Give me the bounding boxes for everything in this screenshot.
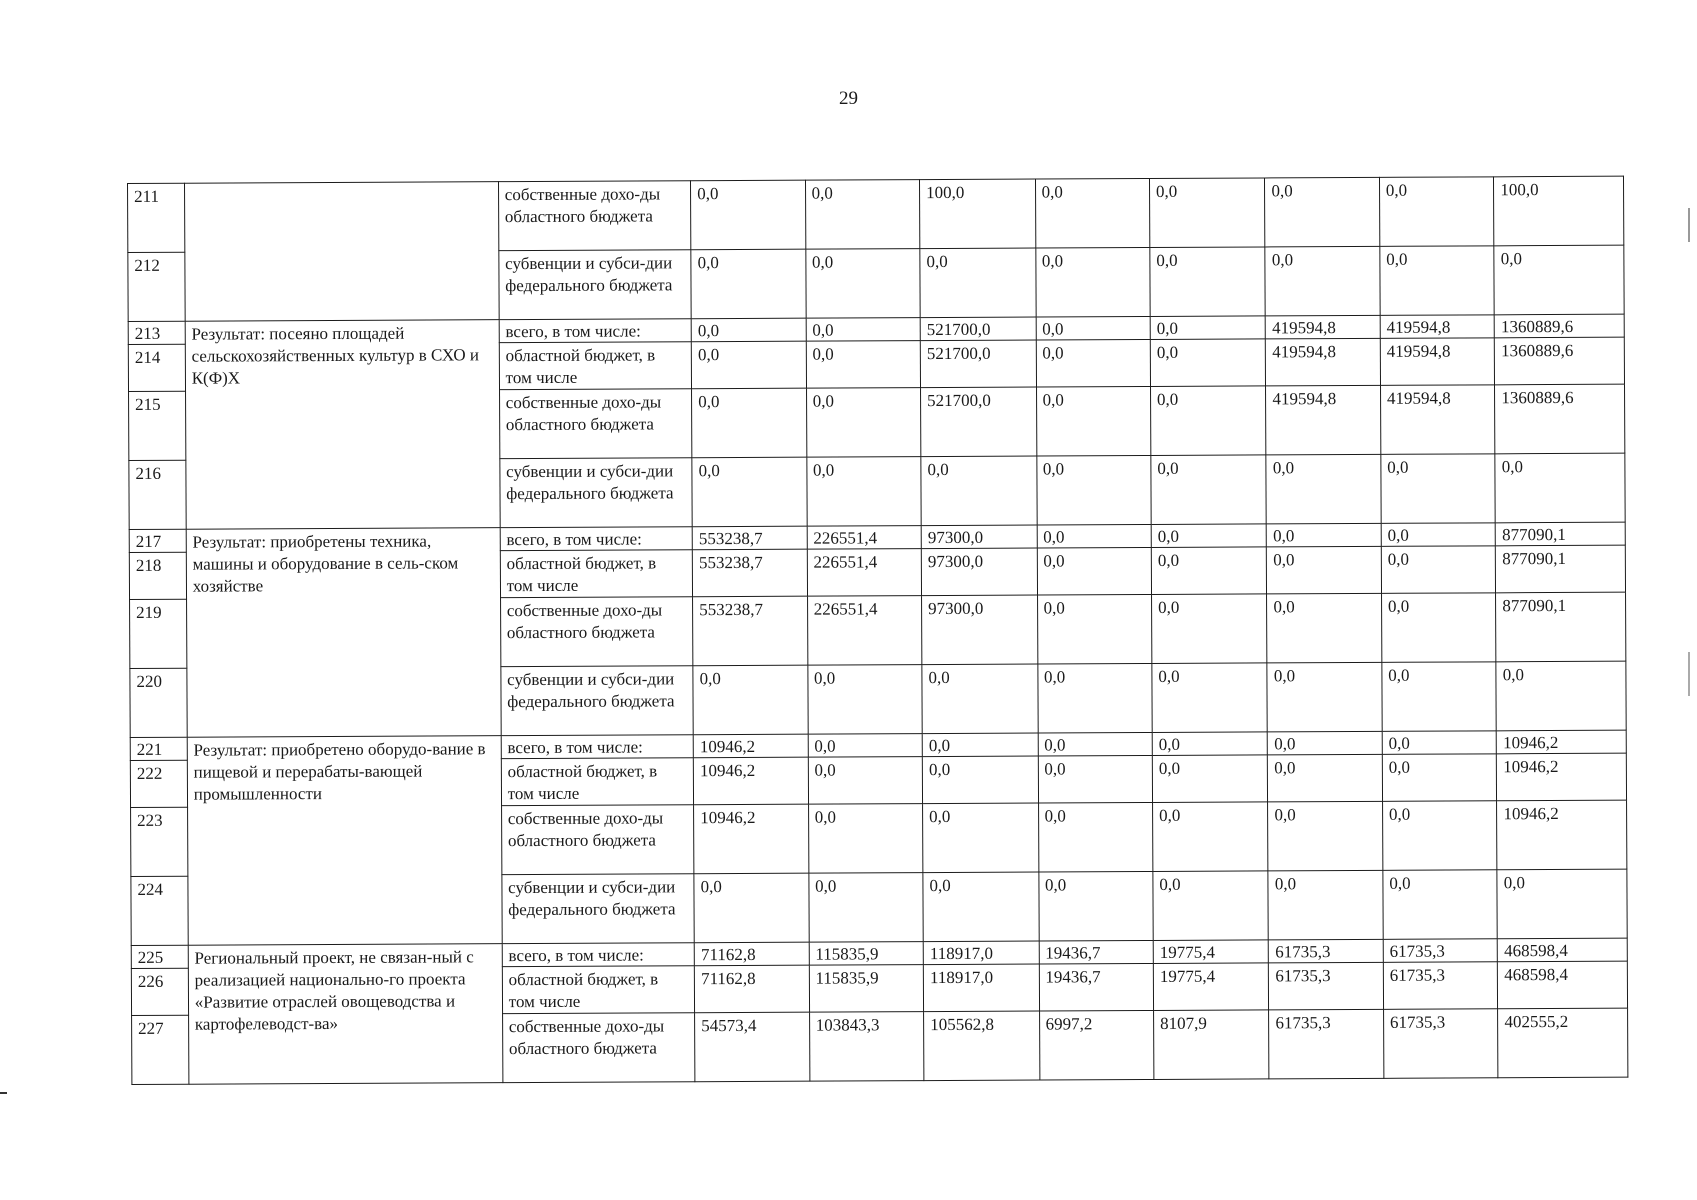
row-number: 222	[130, 760, 187, 807]
amount-cell: 118917,0	[923, 964, 1039, 1012]
funding-source: собственные дохо-ды областного бюджета	[498, 181, 691, 251]
amount-cell: 0,0	[1035, 179, 1150, 249]
amount-cell: 0,0	[1497, 869, 1627, 939]
budget-table-sheet	[127, 176, 1628, 1085]
amount-cell: 54573,4	[695, 1012, 810, 1082]
amount-cell: 0,0	[1038, 732, 1153, 756]
row-number: 224	[131, 876, 188, 945]
row-number: 220	[130, 668, 187, 737]
row-number: 226	[131, 968, 188, 1015]
funding-source: областной бюджет, в том числе	[502, 966, 695, 1014]
amount-cell: 100,0	[920, 179, 1036, 249]
amount-cell: 0,0	[1150, 339, 1266, 387]
amount-cell: 61735,3	[1269, 1009, 1384, 1079]
amount-cell: 0,0	[1380, 246, 1495, 316]
amount-cell: 10946,2	[1497, 730, 1627, 754]
amount-cell: 0,0	[691, 318, 806, 342]
amount-cell: 0,0	[1265, 246, 1380, 316]
row-number: 227	[132, 1015, 189, 1084]
amount-cell: 71162,8	[694, 965, 809, 1013]
amount-cell: 468598,4	[1498, 961, 1628, 1009]
amount-cell: 0,0	[1151, 594, 1267, 664]
amount-cell: 0,0	[1267, 523, 1382, 547]
amount-cell: 0,0	[1268, 801, 1383, 871]
funding-source: субвенции и субси-дии федерального бюджета	[502, 874, 695, 944]
amount-cell: 877090,1	[1495, 522, 1625, 546]
row-number: 216	[129, 460, 186, 529]
amount-cell: 0,0	[1150, 247, 1266, 317]
amount-cell: 0,0	[1266, 454, 1381, 524]
amount-cell: 1360889,6	[1494, 314, 1624, 338]
amount-cell: 0,0	[1037, 594, 1152, 664]
funding-source: областной бюджет, в том числе	[500, 550, 693, 598]
amount-cell: 0,0	[1381, 593, 1496, 663]
amount-cell: 105562,8	[924, 1011, 1040, 1081]
row-number: 217	[129, 529, 186, 552]
amount-cell: 19436,7	[1039, 963, 1154, 1011]
amount-cell: 0,0	[1381, 454, 1496, 524]
funding-source: собственные дохо-ды областного бюджета	[500, 597, 693, 667]
funding-source: всего, в том числе:	[501, 735, 694, 759]
amount-cell: 0,0	[1152, 663, 1268, 733]
amount-cell: 0,0	[920, 248, 1036, 318]
row-number: 219	[130, 599, 187, 668]
row-number: 223	[131, 807, 188, 876]
amount-cell: 103843,3	[809, 1012, 924, 1082]
amount-cell: 0,0	[1495, 453, 1625, 523]
amount-cell: 0,0	[1494, 245, 1624, 315]
row-number: 218	[129, 552, 186, 599]
amount-cell: 61735,3	[1269, 962, 1384, 1010]
amount-cell: 0,0	[922, 664, 1038, 734]
amount-cell: 419594,8	[1266, 385, 1381, 455]
amount-cell: 61735,3	[1383, 962, 1498, 1010]
amount-cell: 0,0	[1151, 547, 1267, 595]
funding-source: субвенции и субси-дии федерального бюджета	[500, 458, 693, 528]
amount-cell: 0,0	[1153, 871, 1269, 941]
amount-cell: 0,0	[1496, 661, 1626, 731]
amount-cell: 419594,8	[1380, 315, 1495, 339]
amount-cell: 0,0	[1379, 177, 1494, 247]
row-number: 211	[128, 183, 185, 252]
funding-source: всего, в том числе:	[500, 527, 693, 551]
amount-cell: 0,0	[807, 665, 922, 735]
amount-cell: 0,0	[1036, 456, 1151, 526]
scan-edge-mark	[1688, 208, 1690, 242]
amount-cell: 0,0	[1150, 386, 1266, 456]
amount-cell: 10946,2	[1497, 800, 1627, 870]
amount-cell: 61735,3	[1269, 939, 1384, 963]
amount-cell: 1360889,6	[1495, 384, 1625, 454]
amount-cell: 0,0	[1152, 755, 1268, 803]
amount-cell: 0,0	[806, 318, 921, 342]
amount-cell: 226551,4	[807, 596, 922, 666]
amount-cell: 0,0	[1038, 871, 1153, 941]
amount-cell: 0,0	[691, 180, 806, 250]
amount-cell: 0,0	[1382, 731, 1497, 755]
amount-cell: 0,0	[1381, 523, 1496, 547]
row-number: 214	[128, 344, 185, 391]
amount-cell: 118917,0	[923, 941, 1039, 965]
amount-cell: 419594,8	[1380, 338, 1495, 386]
scan-edge-mark	[1688, 652, 1690, 696]
amount-cell: 19436,7	[1039, 940, 1154, 964]
amount-cell: 0,0	[808, 873, 923, 943]
amount-cell: 402555,2	[1498, 1008, 1628, 1078]
amount-cell: 0,0	[1152, 732, 1268, 756]
amount-cell: 0,0	[1036, 317, 1151, 341]
amount-cell: 0,0	[1035, 248, 1150, 318]
amount-cell: 0,0	[694, 873, 809, 943]
funding-source: всего, в том числе:	[502, 943, 695, 967]
amount-cell: 0,0	[691, 341, 806, 389]
amount-cell: 0,0	[805, 180, 920, 250]
amount-cell: 0,0	[1382, 801, 1497, 871]
amount-cell: 19775,4	[1153, 940, 1269, 964]
amount-cell: 419594,8	[1266, 338, 1381, 386]
row-number: 225	[131, 945, 188, 968]
amount-cell: 0,0	[805, 249, 920, 319]
amount-cell: 419594,8	[1266, 315, 1381, 339]
amount-cell: 115835,9	[809, 965, 924, 1013]
amount-cell: 468598,4	[1498, 938, 1628, 962]
amount-cell: 0,0	[1265, 177, 1380, 247]
amount-cell: 0,0	[1036, 387, 1151, 457]
funding-source: субвенции и субси-дии федерального бюджета	[501, 666, 694, 736]
amount-cell: 115835,9	[809, 942, 924, 966]
amount-cell: 71162,8	[694, 942, 809, 966]
row-number: 212	[128, 252, 185, 321]
result-description: Региональный проект, не связан-ный с реализацией национально-го проекта «Развитие отраслей овощеводства и картофелеводст-ва»	[188, 944, 503, 1085]
amount-cell: 0,0	[693, 665, 808, 735]
amount-cell: 0,0	[1268, 731, 1383, 755]
result-description: Результат: приобретено оборудо-вание в пищевой и перерабаты-вающей промышленности	[187, 736, 502, 946]
amount-cell: 0,0	[808, 734, 923, 758]
amount-cell: 553238,7	[693, 596, 808, 666]
amount-cell: 0,0	[1268, 870, 1383, 940]
amount-cell: 6997,2	[1039, 1010, 1154, 1080]
amount-cell: 0,0	[1382, 662, 1497, 732]
amount-cell: 0,0	[922, 733, 1038, 757]
amount-cell: 0,0	[922, 756, 1038, 804]
amount-cell: 0,0	[1383, 870, 1498, 940]
amount-cell: 0,0	[1268, 754, 1383, 802]
funding-source: собственные дохо-ды областного бюджета	[501, 805, 694, 875]
funding-source: собственные дохо-ды областного бюджета	[502, 1013, 695, 1083]
amount-cell: 521700,0	[920, 340, 1036, 388]
amount-cell: 0,0	[1037, 663, 1152, 733]
page-number: 29	[839, 88, 858, 109]
amount-cell: 0,0	[1382, 754, 1497, 802]
amount-cell: 19775,4	[1153, 963, 1269, 1011]
amount-cell: 97300,0	[922, 595, 1038, 665]
amount-cell: 0,0	[923, 803, 1039, 873]
amount-cell: 0,0	[808, 804, 923, 874]
amount-cell: 0,0	[691, 249, 806, 319]
amount-cell: 97300,0	[921, 548, 1037, 596]
amount-cell: 553238,7	[692, 526, 807, 550]
result-description: Результат: приобретены техника, машины и оборудование в сель-ском хозяйстве	[186, 528, 501, 738]
amount-cell: 521700,0	[920, 317, 1036, 341]
amount-cell: 0,0	[808, 757, 923, 805]
amount-cell: 419594,8	[1380, 385, 1495, 455]
amount-cell: 10946,2	[693, 757, 808, 805]
amount-cell: 0,0	[1149, 178, 1265, 248]
amount-cell: 0,0	[692, 457, 807, 527]
amount-cell: 0,0	[1150, 316, 1266, 340]
amount-cell: 0,0	[806, 388, 921, 458]
scan-edge-mark	[0, 1092, 7, 1094]
amount-cell: 0,0	[1267, 546, 1382, 594]
amount-cell: 10946,2	[693, 734, 808, 758]
table-row	[128, 176, 1624, 252]
amount-cell: 0,0	[1037, 547, 1152, 595]
amount-cell: 0,0	[806, 341, 921, 389]
row-number: 221	[130, 737, 187, 760]
amount-cell: 553238,7	[692, 549, 807, 597]
amount-cell: 226551,4	[807, 526, 922, 550]
amount-cell: 0,0	[1038, 755, 1153, 803]
result-description	[184, 182, 499, 322]
amount-cell: 8107,9	[1154, 1010, 1270, 1080]
row-number: 215	[129, 391, 186, 460]
amount-cell: 521700,0	[921, 387, 1037, 457]
amount-cell: 10946,2	[1497, 753, 1627, 801]
amount-cell: 1360889,6	[1495, 337, 1625, 385]
amount-cell: 10946,2	[694, 804, 809, 874]
amount-cell: 0,0	[1381, 546, 1496, 594]
amount-cell: 61735,3	[1383, 1009, 1498, 1079]
funding-source: субвенции и субси-дии федерального бюджета	[499, 250, 692, 320]
amount-cell: 100,0	[1494, 176, 1624, 246]
amount-cell: 0,0	[806, 457, 921, 527]
budget-table-body	[128, 176, 1628, 1084]
amount-cell: 0,0	[1038, 802, 1153, 872]
row-number: 213	[128, 321, 185, 344]
funding-source: собственные дохо-ды областного бюджета	[499, 389, 692, 459]
amount-cell: 0,0	[921, 456, 1037, 526]
amount-cell: 0,0	[1151, 524, 1267, 548]
amount-cell: 61735,3	[1383, 939, 1498, 963]
amount-cell: 0,0	[923, 872, 1039, 942]
amount-cell: 0,0	[1152, 802, 1268, 872]
funding-source: областной бюджет, в том числе	[499, 342, 692, 390]
funding-source: всего, в том числе:	[499, 319, 692, 343]
result-description: Результат: посеяно площадей сельскохозяйственных культур в СХО и К(Ф)Х	[185, 320, 500, 530]
amount-cell: 0,0	[1267, 662, 1382, 732]
amount-cell: 0,0	[1267, 593, 1382, 663]
amount-cell: 0,0	[692, 388, 807, 458]
amount-cell: 97300,0	[921, 525, 1037, 549]
amount-cell: 0,0	[1151, 455, 1267, 525]
amount-cell: 877090,1	[1496, 545, 1626, 593]
budget-table	[127, 176, 1628, 1085]
amount-cell: 226551,4	[807, 549, 922, 597]
amount-cell: 0,0	[1037, 524, 1152, 548]
amount-cell: 877090,1	[1496, 592, 1626, 662]
amount-cell: 0,0	[1036, 340, 1151, 388]
funding-source: областной бюджет, в том числе	[501, 758, 694, 806]
